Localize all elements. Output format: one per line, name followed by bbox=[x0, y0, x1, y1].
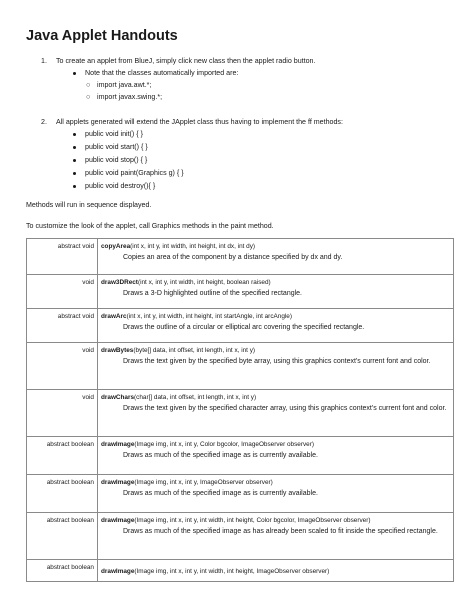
method-params: (Image img, int x, int y, int width, int height, Color bgcolor, ImageObserver observer) bbox=[134, 517, 371, 524]
table-row bbox=[27, 390, 454, 437]
return-type: void bbox=[27, 275, 98, 309]
method-cell bbox=[98, 239, 454, 275]
graphics-methods-table bbox=[26, 238, 454, 582]
method-cell bbox=[98, 309, 454, 343]
method-cell bbox=[98, 275, 454, 309]
return-type: abstract boolean bbox=[27, 560, 98, 582]
method-item: public void stop() { } bbox=[85, 156, 148, 164]
method-name: drawImage bbox=[101, 479, 135, 486]
table-row bbox=[27, 475, 454, 513]
method-description: Copies an area of the component by a distance specified by dx and dy. bbox=[123, 254, 343, 261]
method-description: Draws as much of the specified image as has already been scaled to fit inside the specified rectangle. bbox=[123, 528, 438, 535]
method-params: (int x, int y, int width, int height, boolean raised) bbox=[137, 279, 271, 286]
method-name: copyArea bbox=[101, 243, 131, 250]
table-row bbox=[27, 560, 454, 582]
method-name: drawImage bbox=[101, 517, 135, 524]
method-description: Draws a 3-D highlighted outline of the specified rectangle. bbox=[123, 290, 302, 297]
method-cell bbox=[98, 437, 454, 475]
return-type: void bbox=[27, 390, 98, 437]
import-item: import javax.swing.*; bbox=[97, 93, 163, 101]
return-type: abstract boolean bbox=[27, 475, 98, 513]
method-params: (byte[] data, int offset, int length, int x, int y) bbox=[133, 347, 256, 354]
step-number: 2. bbox=[41, 118, 47, 126]
method-params: (Image img, int x, int y, Color bgcolor, ImageObserver observer) bbox=[134, 441, 314, 448]
method-name: drawChars bbox=[101, 394, 135, 401]
return-type: abstract void bbox=[27, 309, 98, 343]
method-params: (int x, int y, int width, int height, int startAngle, int arcAngle) bbox=[126, 313, 292, 320]
method-item: public void init() { } bbox=[85, 130, 143, 138]
method-item: public void start() { } bbox=[85, 143, 148, 151]
method-item: public void destroy(){ } bbox=[85, 182, 156, 190]
method-description: Draws as much of the specified image as is currently available. bbox=[123, 452, 318, 459]
method-description: Draws the text given by the specified character array, using this graphics context's current font and color. bbox=[123, 405, 447, 412]
method-params: (Image img, int x, int y, int width, int height, ImageObserver observer) bbox=[134, 568, 330, 575]
return-type: abstract boolean bbox=[27, 437, 98, 475]
method-cell bbox=[98, 475, 454, 513]
method-cell bbox=[98, 513, 454, 560]
circle-bullet-icon: ○ bbox=[86, 93, 91, 101]
return-type: abstract void bbox=[27, 239, 98, 275]
method-name: drawImage bbox=[101, 568, 135, 575]
circle-bullet-icon: ○ bbox=[86, 81, 91, 89]
table-row bbox=[27, 275, 454, 309]
method-item: public void paint(Graphics g) { } bbox=[85, 169, 184, 177]
return-type: void bbox=[27, 343, 98, 390]
method-params: (char[] data, int offset, int length, int x, int y) bbox=[134, 394, 257, 401]
customize-note: To customize the look of the applet, call Graphics methods in the paint method. bbox=[26, 222, 274, 230]
table-row bbox=[27, 309, 454, 343]
method-name: drawArc bbox=[101, 313, 127, 320]
step-note: Note that the classes automatically imported are: bbox=[85, 69, 239, 77]
page-title: Java Applet Handouts bbox=[26, 28, 178, 44]
method-description: Draws as much of the specified image as is currently available. bbox=[123, 490, 318, 497]
table-row bbox=[27, 437, 454, 475]
step-text: All applets generated will extend the JApplet class thus having to implement the ff methods: bbox=[56, 118, 343, 126]
sequence-note: Methods will run in sequence displayed. bbox=[26, 201, 152, 209]
import-item: import java.awt.*; bbox=[97, 81, 152, 89]
table-row bbox=[27, 343, 454, 390]
method-cell bbox=[98, 390, 454, 437]
method-description: Draws the text given by the specified byte array, using this graphics context's current font and color. bbox=[123, 358, 431, 365]
step-number: 1. bbox=[41, 57, 47, 65]
method-cell bbox=[98, 343, 454, 390]
table-row bbox=[27, 513, 454, 560]
method-name: drawBytes bbox=[101, 347, 134, 354]
method-params: (int x, int y, int width, int height, int dx, int dy) bbox=[130, 243, 256, 250]
method-name: draw3DRect bbox=[101, 279, 138, 286]
method-params: (Image img, int x, int y, ImageObserver observer) bbox=[134, 479, 273, 486]
method-name: drawImage bbox=[101, 441, 135, 448]
table-row bbox=[27, 239, 454, 275]
method-cell bbox=[98, 560, 454, 582]
method-description: Draws the outline of a circular or elliptical arc covering the specified rectangle. bbox=[123, 324, 365, 331]
return-type: abstract boolean bbox=[27, 513, 98, 560]
step-text: To create an applet from BlueJ, simply click new class then the applet radio button. bbox=[56, 57, 316, 65]
